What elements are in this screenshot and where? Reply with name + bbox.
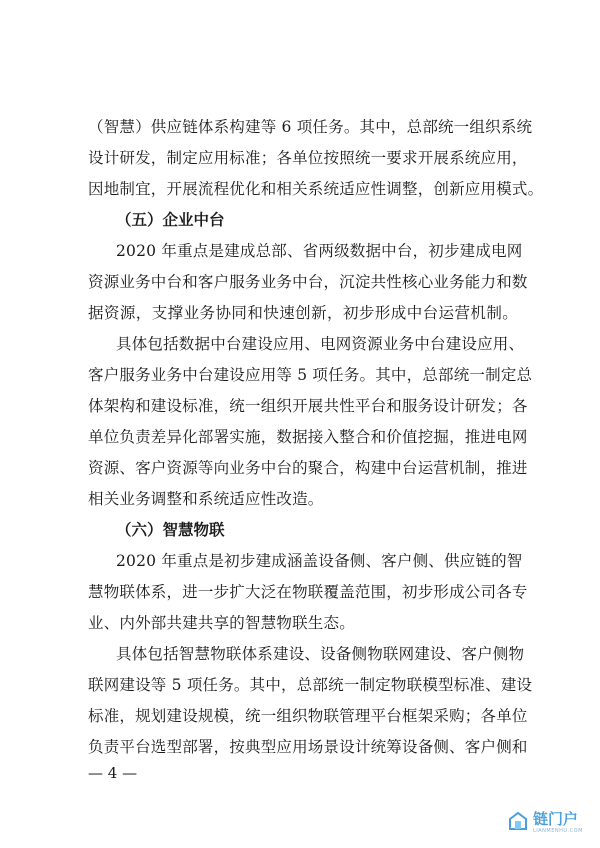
site-watermark [506,806,592,840]
watermark-sub-text: LIANMENHU.COM [533,828,583,834]
body-line: 标准，规划建设规模，统一组织物联管理平台框架采购；各单位 [88,707,528,725]
body-line: （智慧）供应链体系构建等 6 项任务。其中，总部统一组织系统 [88,118,533,136]
watermark-main-text: 链门户 [533,810,579,828]
section-heading-6: （六）智慧物联 [116,521,225,539]
body-line: 业、内外部共建共享的智慧物联生态。 [88,614,355,632]
body-line: 因地制宜，开展流程优化和相关系统适应性调整，创新应用模式。 [88,180,544,198]
body-line: 2020 年重点是初步建成涵盖设备侧、客户侧、供应链的智 [116,552,523,570]
body-line: 资源、客户资源等向业务中台的聚合，构建中台运营机制，推进 [88,459,528,477]
body-line: 单位负责差异化部署实施，数据接入整合和价值挖掘，推进电网 [88,428,528,446]
body-line: 据资源，支撑业务协同和快速创新，初步形成中台运营机制。 [88,304,518,322]
body-line: 具体包括数据中台建设应用、电网资源业务中台建设应用、 [116,335,525,353]
link-logo-icon [506,809,530,837]
body-line: 设计研发，制定应用标准；各单位按照统一要求开展系统应用， [88,149,528,167]
section-heading-5: （五）企业中台 [116,211,225,229]
body-line: 负责平台选型部署，按典型应用场景设计统筹设备侧、客户侧和 [88,738,528,756]
body-line: 2020 年重点是建成总部、省两级数据中台，初步建成电网 [116,242,523,260]
body-line: 相关业务调整和系统适应性改造。 [88,490,324,508]
body-line: 慧物联体系，进一步扩大泛在物联覆盖范围，初步形成公司各专 [88,583,528,601]
page-number: — 4 — [88,764,138,782]
body-line: 体架构和建设标准，统一组织开展共性平台和服务设计研发；各 [88,397,528,415]
body-line: 联网建设等 5 项任务。其中，总部统一制定物联模型标准、建设 [88,676,533,694]
body-line: 资源业务中台和客户服务业务中台，沉淀共性核心业务能力和数 [88,273,528,291]
body-line: 客户服务业务中台建设应用等 5 项任务。其中，总部统一制定总 [88,366,533,384]
body-line: 具体包括智慧物联体系建设、设备侧物联网建设、客户侧物 [116,645,525,663]
